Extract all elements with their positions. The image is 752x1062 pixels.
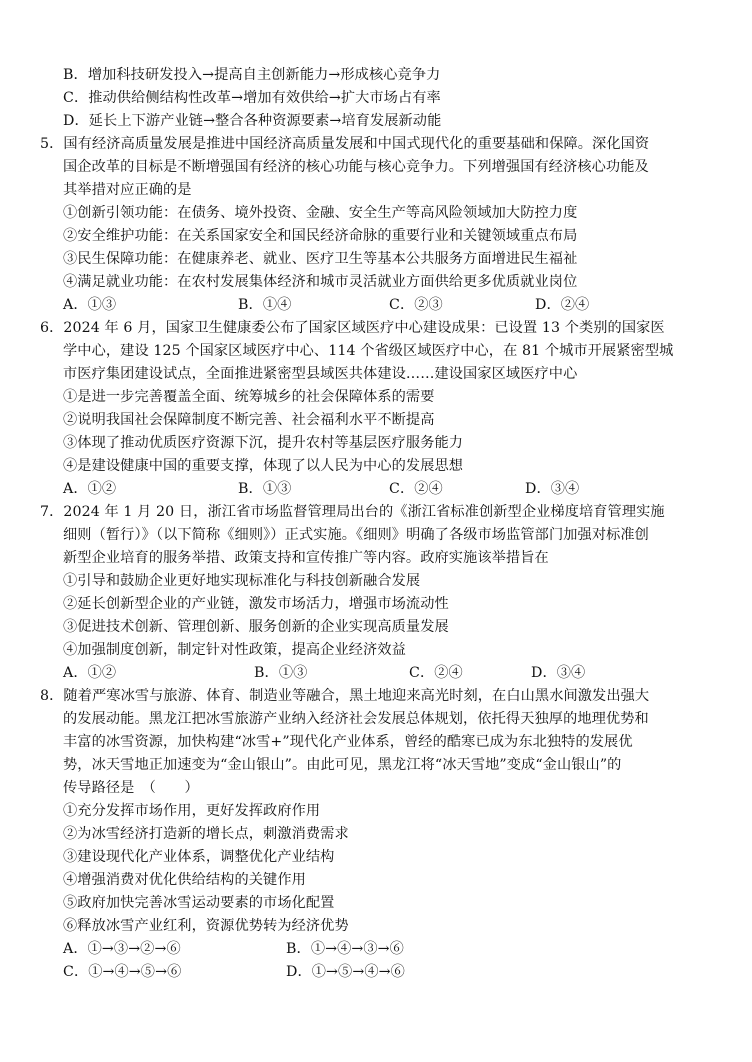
- q7-item-4: ④加强制度创新，制定针对性政策，提高企业经济效益: [63, 642, 406, 658]
- q7-option-c: C．②④: [409, 665, 463, 681]
- q6-option-c: C．②④: [389, 481, 443, 497]
- q8-stem-line-2: 的发展动能。黑龙江把冰雪旅游产业纳入经济社会发展总体规划，依托得天独厚的地理优势和: [63, 711, 649, 727]
- q5-option-c: C．②③: [389, 297, 443, 313]
- q6-option-b: B．①③: [238, 481, 292, 497]
- q8-item-1: ①充分发挥市场作用，更好发挥政府作用: [63, 803, 321, 819]
- q5-item-1: ①创新引领功能：在债务、境外投资、金融、安全生产等高风险领域加大防控力度: [63, 205, 578, 221]
- q8-stem-line-3: 丰富的冰雪资源，加快构建“冰雪+”现代化产业体系，曾经的酷寒已成为东北独特的发展优: [63, 734, 633, 750]
- q8-option-a: A．①→③→②→⑥: [63, 941, 181, 957]
- q5-item-2: ②安全维护功能：在关系国家安全和国民经济命脉的重要行业和关键领域重点布局: [63, 228, 578, 244]
- q5-item-4: ④满足就业功能：在农村发展集体经济和城市灵活就业方面供给更多优质就业岗位: [63, 274, 578, 290]
- q4-option-b: B．增加科技研发投入→提高自主创新能力→形成核心竞争力: [63, 67, 441, 83]
- q7-option-d: D．③④: [531, 665, 586, 681]
- q5-item-3: ③民生保障功能：在健康养老、就业、医疗卫生等基本公共服务方面增进民生福祉: [63, 251, 578, 267]
- q7-stem-line-3: 新型企业培育的服务举措、政策支持和宣传推广等内容。政府实施该举措旨在: [63, 550, 549, 566]
- q6-item-4: ④是建设健康中国的重要支撑，体现了以人民为中心的发展思想: [63, 458, 464, 474]
- q6-option-d: D．③④: [525, 481, 580, 497]
- q7-option-b: B．①③: [254, 665, 308, 681]
- q8-stem-line-4: 势，冰天雪地正加速变为“金山银山”。由此可见，黑龙江将“冰天雪地”变成“金山银山”的: [63, 757, 622, 773]
- q5-stem-line-1: 5．国有经济高质量发展是推进中国经济高质量发展和中国式现代化的重要基础和保障。深化国资: [40, 136, 650, 152]
- q8-option-b: B．①→④→③→⑥: [286, 941, 404, 957]
- q8-option-c: C．①→④→⑤→⑥: [63, 964, 182, 980]
- q8-item-6: ⑥释放冰雪产业红利，资源优势转为经济优势: [63, 918, 349, 934]
- q6-item-3: ③体现了推动优质医疗资源下沉，提升农村等基层医疗服务能力: [63, 435, 464, 451]
- q8-item-5: ⑤政府加快完善冰雪运动要素的市场化配置: [63, 895, 335, 911]
- q7-stem-line-1: 7．2024 年 1 月 20 日，浙江省市场监督管理局出台的《浙江省标准创新型企业梯度培育管理实施: [40, 504, 665, 520]
- q4-option-d: D．延长上下游产业链→整合各种资源要素→培育发展新动能: [63, 113, 442, 129]
- q8-stem-line-5: 传导路径是 （ ）: [63, 780, 199, 796]
- q4-option-c: C．推动供给侧结构性改革→增加有效供给→扩大市场占有率: [63, 90, 441, 106]
- q7-item-1: ①引导和鼓励企业更好地实现标准化与科技创新融合发展: [63, 573, 421, 589]
- q5-option-b: B．①④: [238, 297, 292, 313]
- q8-item-3: ③建设现代化产业体系，调整优化产业结构: [63, 849, 335, 865]
- q5-stem-line-2: 国企改革的目标是不断增强国有经济的核心功能与核心竞争力。下列增强国有经济核心功能及: [63, 159, 649, 175]
- q7-stem-line-2: 细则（暂行）》（以下简称《细则》）正式实施。《细则》明确了各级市场监管部门加强对标准创: [63, 527, 649, 543]
- q6-option-a: A．①②: [63, 481, 117, 497]
- q7-option-a: A．①②: [63, 665, 117, 681]
- q6-stem-line-1: 6．2024 年 6 月，国家卫生健康委公布了国家区域医疗中心建设成果：已设置 13 个类别的国家医: [40, 320, 665, 336]
- q5-stem-line-3: 其举措对应正确的是: [63, 182, 192, 198]
- q6-stem-line-2: 学中心，建设 125 个国家区域医疗中心、114 个省级区域医疗中心，在 81 个城市开展紧密型城: [63, 343, 674, 359]
- q5-option-d: D．②④: [535, 297, 590, 313]
- q6-item-2: ②说明我国社会保障制度不断完善、社会福利水平不断提高: [63, 412, 435, 428]
- q7-item-2: ②延长创新型企业的产业链，激发市场活力，增强市场流动性: [63, 596, 449, 612]
- q5-option-a: A．①③: [63, 297, 117, 313]
- q6-item-1: ①是进一步完善覆盖全面、统筹城乡的社会保障体系的需要: [63, 389, 435, 405]
- q8-stem-line-1: 8．随着严寒冰雪与旅游、体育、制造业等融合，黑土地迎来高光时刻，在白山黑水间激发出强大: [40, 688, 650, 704]
- q8-item-4: ④增强消费对优化供给结构的关键作用: [63, 872, 306, 888]
- q8-item-2: ②为冰雪经济打造新的增长点，刺激消费需求: [63, 826, 349, 842]
- q7-item-3: ③促进技术创新、管理创新、服务创新的企业实现高质量发展: [63, 619, 449, 635]
- q8-option-d: D．①→⑤→④→⑥: [286, 964, 405, 980]
- q6-stem-line-3: 市医疗集团建设试点，全面推进紧密型县域医共体建设……建设国家区域医疗中心: [63, 366, 578, 382]
